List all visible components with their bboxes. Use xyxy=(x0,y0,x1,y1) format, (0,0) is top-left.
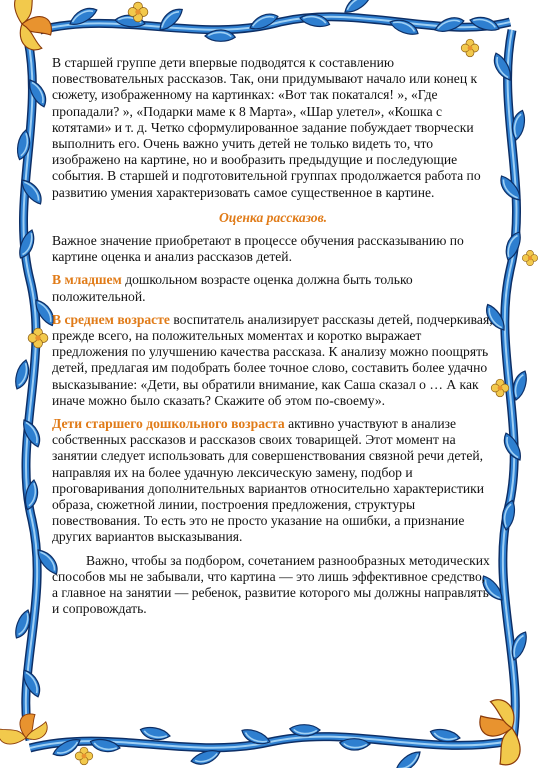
paragraph-importance: Важное значение приобретают в процессе обучения рассказыванию по картине оценка и анализ рассказов детей. xyxy=(52,233,464,265)
article-body xyxy=(52,55,494,625)
paragraph-conclusion: Важно, чтобы за подбором, сочетанием разнообразных методических способов мы не забывали, что картина — это лишь эффективное средство, а главное на занятии — ребенок, развитие которого мы должны направлять и сопровождать. xyxy=(52,552,490,617)
section-heading: Оценка рассказов. xyxy=(218,209,328,225)
corner-lily-bottom-left-icon xyxy=(0,714,47,744)
corner-lily-top-left-icon xyxy=(15,0,52,50)
top-border xyxy=(40,0,510,44)
paragraph-middle xyxy=(52,312,494,409)
paragraph-senior-text: активно участвуют в анализе собственных рассказов и рассказов своих товарищей. Этот момент на занятии следует использовать для совершенствования связной речи детей, направляя их на более удачную лексическую замену, подбор и проговаривания дополнительных вариантов относительно характеристики образа, сюжетной линии, построения предложения, структуры повествования. То есть это не просто указание на ошибки, а признание других вариантов высказывания. xyxy=(52,416,485,545)
paragraph-middle-text: воспитатель анализирует рассказы детей, подчеркивая, прежде всего, на положительных моментах и коротко выражает предложения по улучшению качества рассказа. К анализу можно поощрять детей, предлагая им подобрать более точное слово, составить более удачно высказывание: «Дети, вы обратили внимание, как Саша сказал о … А как иначе можно было сказать? Скажите об этом по-своему». xyxy=(52,311,493,408)
paragraph-intro: В старшей группе дети впервые подводятся к составлению повествовательных рассказов. Так, они придумывают начало или конец к сюжету, изображенному на картинках: «Вот так покатался! », «Где пропадали? », «Подарки маме к 8 Марта», «Шар улетел», «Кошка с котятами» и т. д. Четко сформулированное задание побуждает творчески выполнить его. Очень важно учить детей не только видеть то, что изображено на картине, но и вообразить предыдущие и последующие события. В старшей и подготовительной группах продолжается работа по развитию умения характеризовать самое существенное в картине. xyxy=(52,55,481,200)
paragraph-senior xyxy=(52,416,494,546)
paragraph-junior-text: дошкольном возрасте оценка должна быть только положительной. xyxy=(52,272,413,304)
highlight-middle: В среднем возрасте xyxy=(52,311,170,327)
bottom-border xyxy=(30,722,515,768)
highlight-senior: Дети старшего дошкольного возраста xyxy=(52,416,285,432)
paragraph-junior xyxy=(52,272,494,304)
highlight-junior: В младшем xyxy=(52,272,122,288)
